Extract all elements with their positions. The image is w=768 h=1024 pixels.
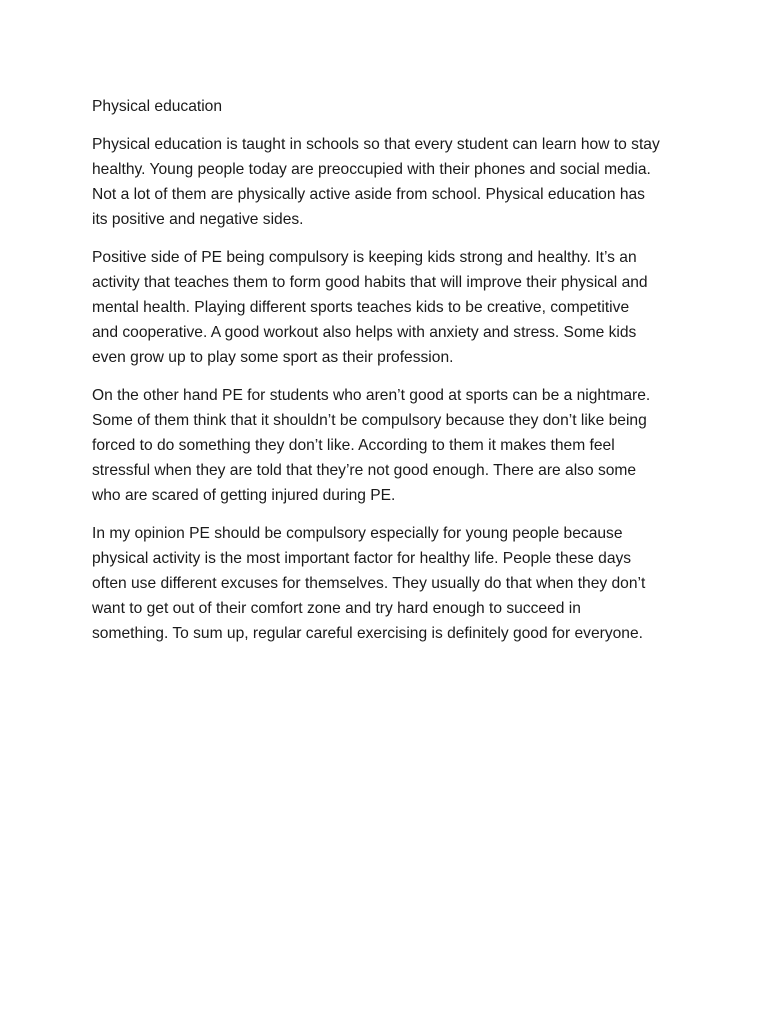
paragraph-line: forced to do something they don’t like. According to them it makes them feel	[92, 437, 615, 454]
paragraph-line: Some of them think that it shouldn’t be compulsory because they don’t like being	[92, 412, 647, 429]
paragraph-line: stressful when they are told that they’re not good enough. There are also some	[92, 462, 637, 479]
paragraph-line: and cooperative. A good workout also helps with anxiety and stress. Some kids	[92, 324, 637, 341]
paragraph-line: activity that teaches them to form good habits that will improve their physical and	[92, 274, 648, 291]
paragraph-line: Positive side of PE being compulsory is keeping kids strong and healthy. It’s an	[92, 249, 637, 266]
paragraph-line: physical activity is the most important factor for healthy life. People these days	[92, 550, 632, 567]
paragraph-line: healthy. Young people today are preoccupied with their phones and social media.	[92, 161, 651, 178]
paragraph-positive-side	[92, 245, 692, 370]
paragraph-line: On the other hand PE for students who aren’t good at sports can be a nightmare.	[92, 387, 651, 404]
paragraph-line: even grow up to play some sport as their profession.	[92, 349, 454, 366]
paragraph-intro	[92, 132, 692, 232]
paragraph-negative-side	[92, 383, 692, 508]
paragraph-line: something. To sum up, regular careful exercising is definitely good for everyone.	[92, 625, 643, 642]
paragraph-line: often use different excuses for themselves. They usually do that when they don’t	[92, 575, 646, 592]
paragraph-line: In my opinion PE should be compulsory especially for young people because	[92, 525, 623, 542]
paragraph-line: mental health. Playing different sports teaches kids to be creative, competitive	[92, 299, 630, 316]
document-body	[92, 94, 692, 659]
document-title: Physical education	[92, 98, 223, 115]
paragraph-line: its positive and negative sides.	[92, 211, 304, 228]
paragraph-opinion	[92, 521, 692, 646]
paragraph-line: who are scared of getting injured during PE.	[92, 487, 396, 504]
paragraph-line: Physical education is taught in schools so that every student can learn how to stay	[92, 136, 660, 153]
paragraph-line: want to get out of their comfort zone and try hard enough to succeed in	[92, 600, 581, 617]
paragraph-line: Not a lot of them are physically active aside from school. Physical education has	[92, 186, 645, 203]
